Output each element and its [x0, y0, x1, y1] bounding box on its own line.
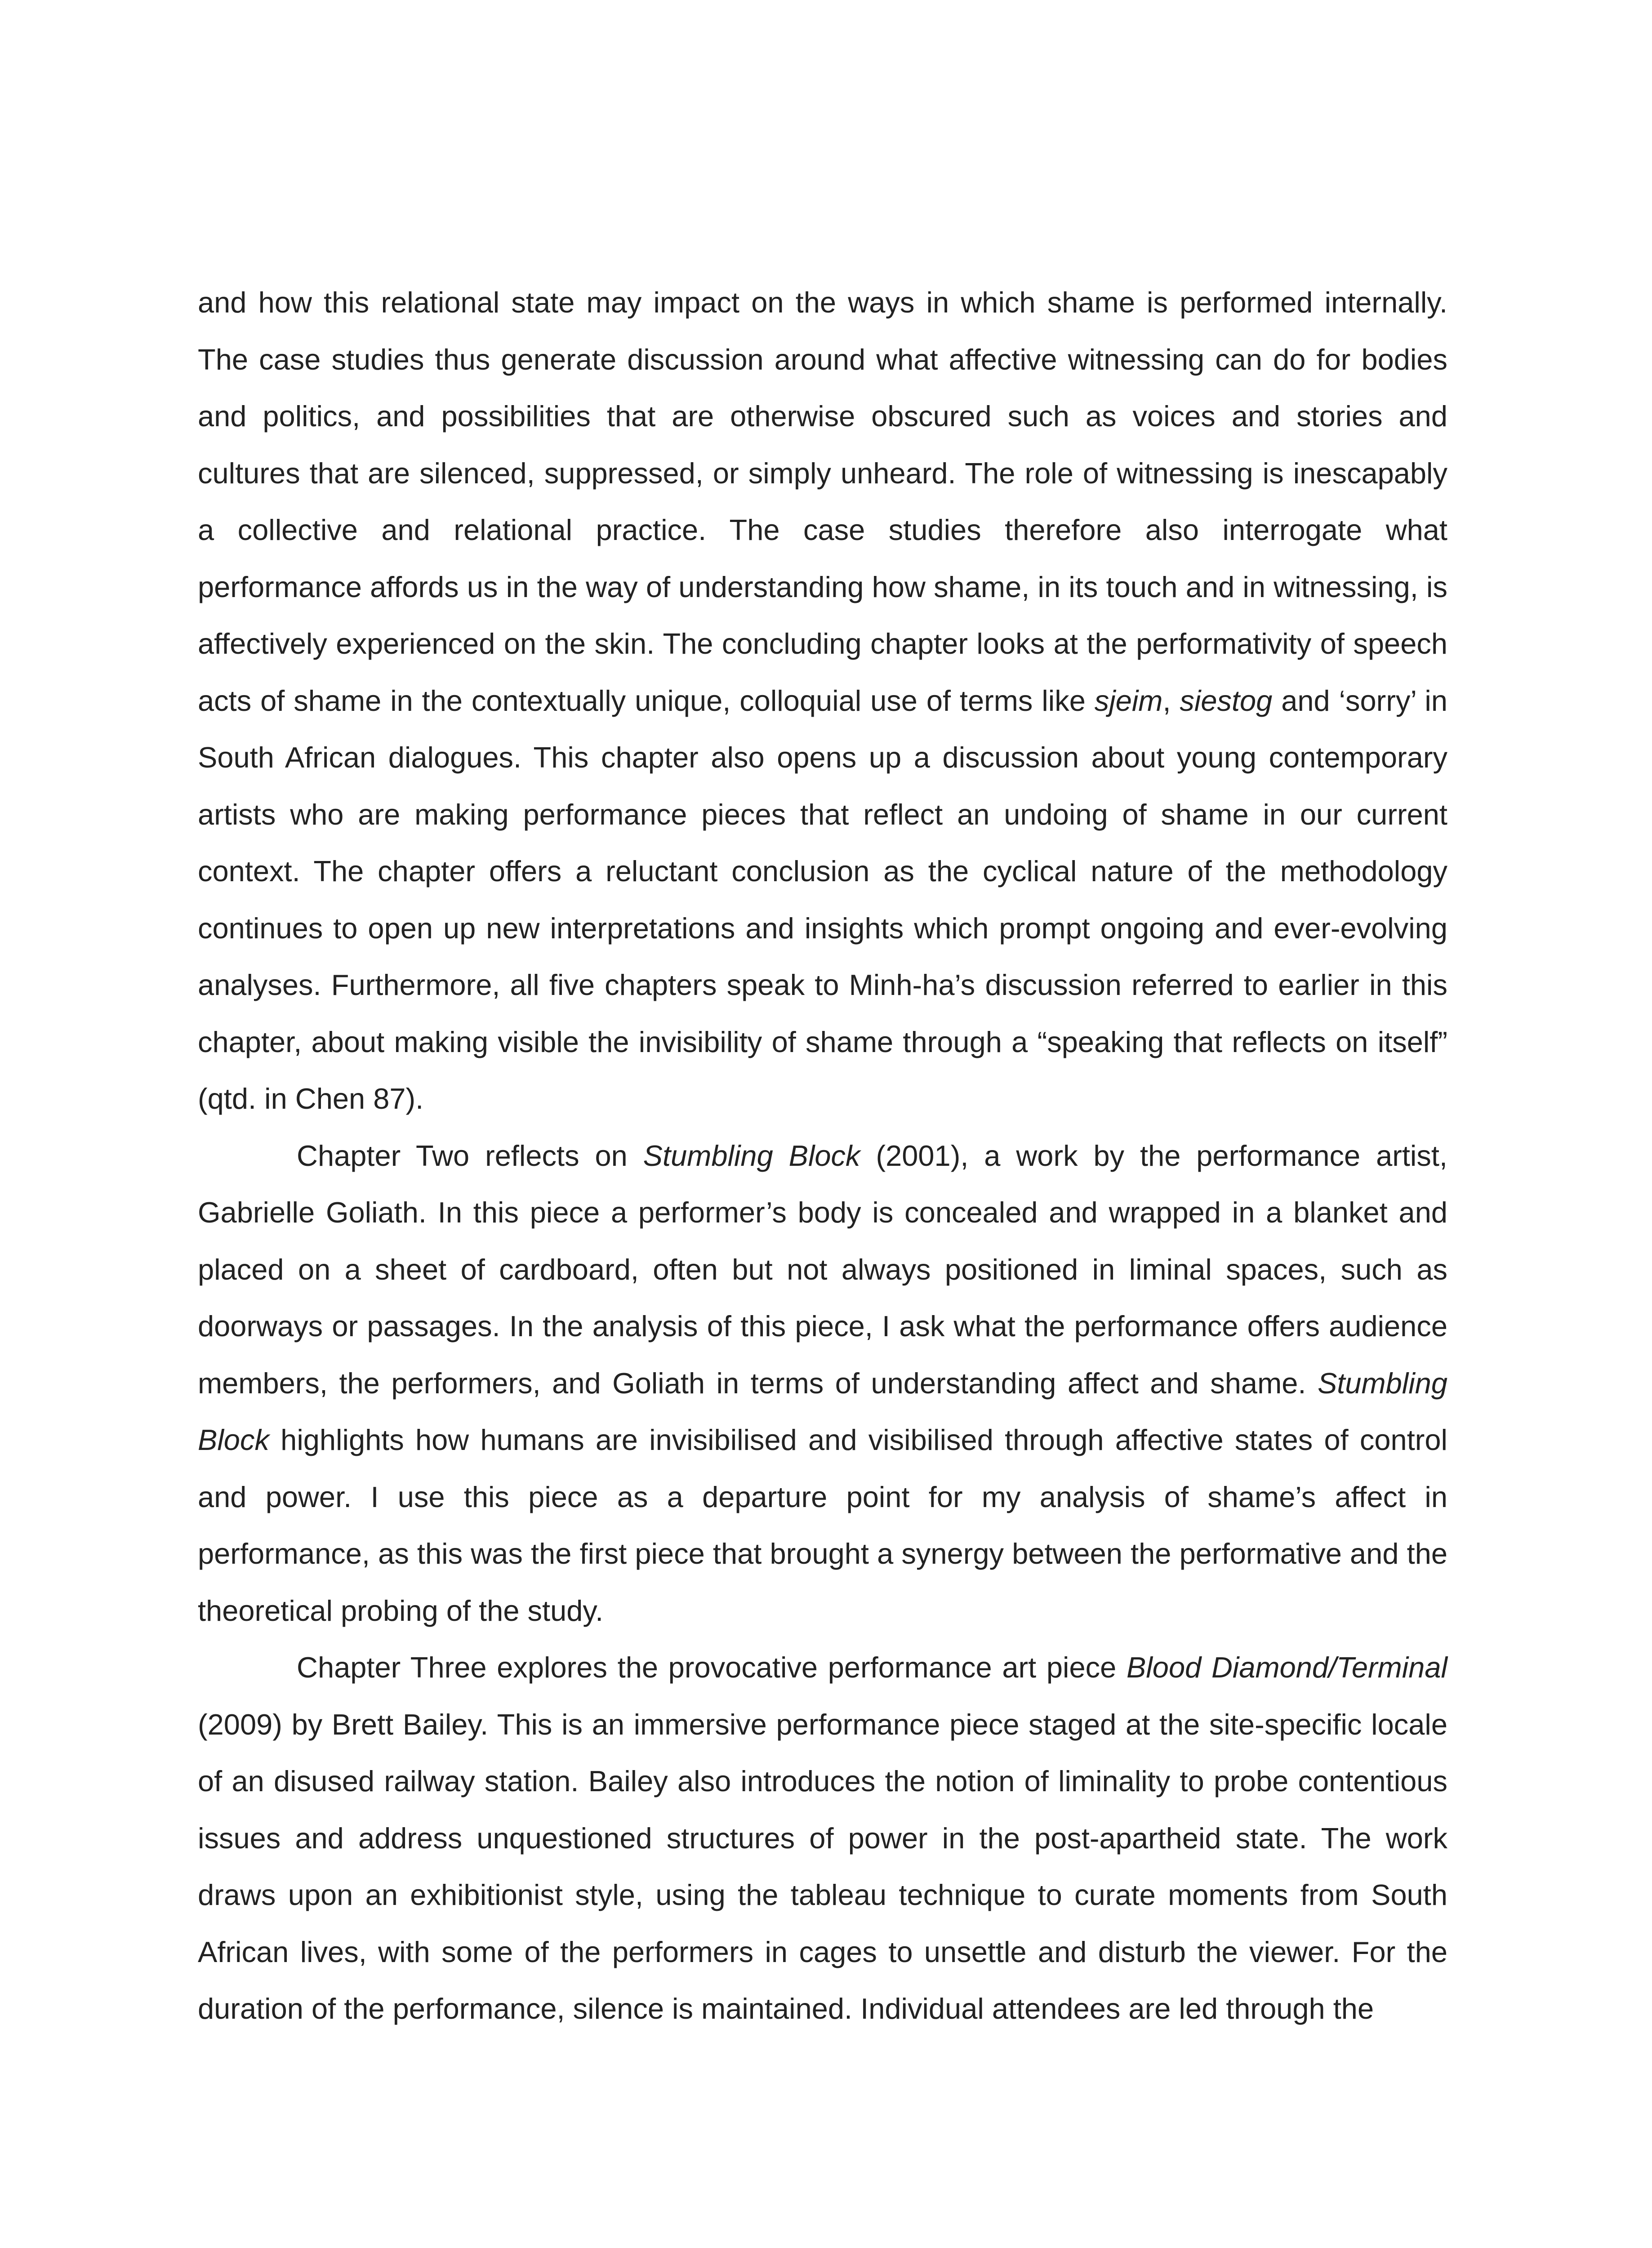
text-run: and ‘sorry’ in South African dialogues. This chapter also opens up a discussion about young contemporary artists who are making performance pieces that reflect an undoing of shame in our current context. The chapter offers a reluctant conclusion as the cyclical nature of the methodology continues to open up new interpretations and insights which prompt ongoing and ever-evolving analyses. Furthermore, all five chapters speak to Minh-ha’s discussion referred to earlier in this chapter, about making visible the invisibility of shame through a “speaking that reflects on itself” (qtd. in Chen 87). — [198, 684, 1447, 1115]
body-text — [198, 274, 1447, 2038]
text-run: highlights how humans are invisibilised and visibilised through affective states of control and power. I use this piece as a departure point for my analysis of shame’s affect in performance, as this was the first piece that brought a synergy between the performative and the theoretical probing of the study. — [198, 1423, 1447, 1627]
italic-title: sjeim — [1094, 684, 1163, 717]
text-run: (2001), a work by the performance artist, Gabrielle Goliath. In this piece a performer’s body is concealed and wrapped in a blanket and placed on a sheet of cardboard, often but not always positioned in liminal spaces, such as doorways or passages. In the analysis of this piece, I ask what the performance offers audience members, the performers, and Goliath in terms of understanding affect and shame. — [198, 1139, 1447, 1400]
italic-title: Stumbling Block — [198, 1366, 1447, 1456]
text-run: Chapter Two reflects on — [297, 1139, 643, 1172]
text-run: and how this relational state may impact on the ways in which shame is performed internally. The case studies thus generate discussion around what affective witnessing can do for bodies and politics, and possibilities that are otherwise obscured such as voices and stories and cultures that are silenced, suppressed, or simply unheard. The role of witnessing is inescapably a collective and relational practice. The case studies therefore also interrogate what performance affords us in the way of understanding how shame, in its touch and in witnessing, is affectively experienced on the skin. The concluding chapter looks at the performativity of speech acts of shame in the contextually unique, colloquial use of terms like — [198, 286, 1447, 717]
italic-title: Blood Diamond/Terminal — [1127, 1651, 1447, 1684]
paragraph — [198, 274, 1447, 1128]
paragraph — [198, 1639, 1447, 2038]
italic-title: siestog — [1180, 684, 1273, 717]
italic-title: Stumbling Block — [643, 1139, 860, 1172]
text-run: (2009) by Brett Bailey. This is an immersive performance piece staged at the site-specific locale of an disused railway station. Bailey also introduces the notion of liminality to probe contentious issues and address unquestioned structures of power in the post-apartheid state. The work draws upon an exhibitionist style, using the tableau technique to curate moments from South African lives, with some of the performers in cages to unsettle and disturb the viewer. For the duration of the performance, silence is maintained. Individual attendees are led through the — [198, 1708, 1447, 2025]
text-run: Chapter Three explores the provocative performance art piece — [297, 1651, 1127, 1684]
text-run: , — [1162, 684, 1180, 717]
paragraph — [198, 1128, 1447, 1640]
